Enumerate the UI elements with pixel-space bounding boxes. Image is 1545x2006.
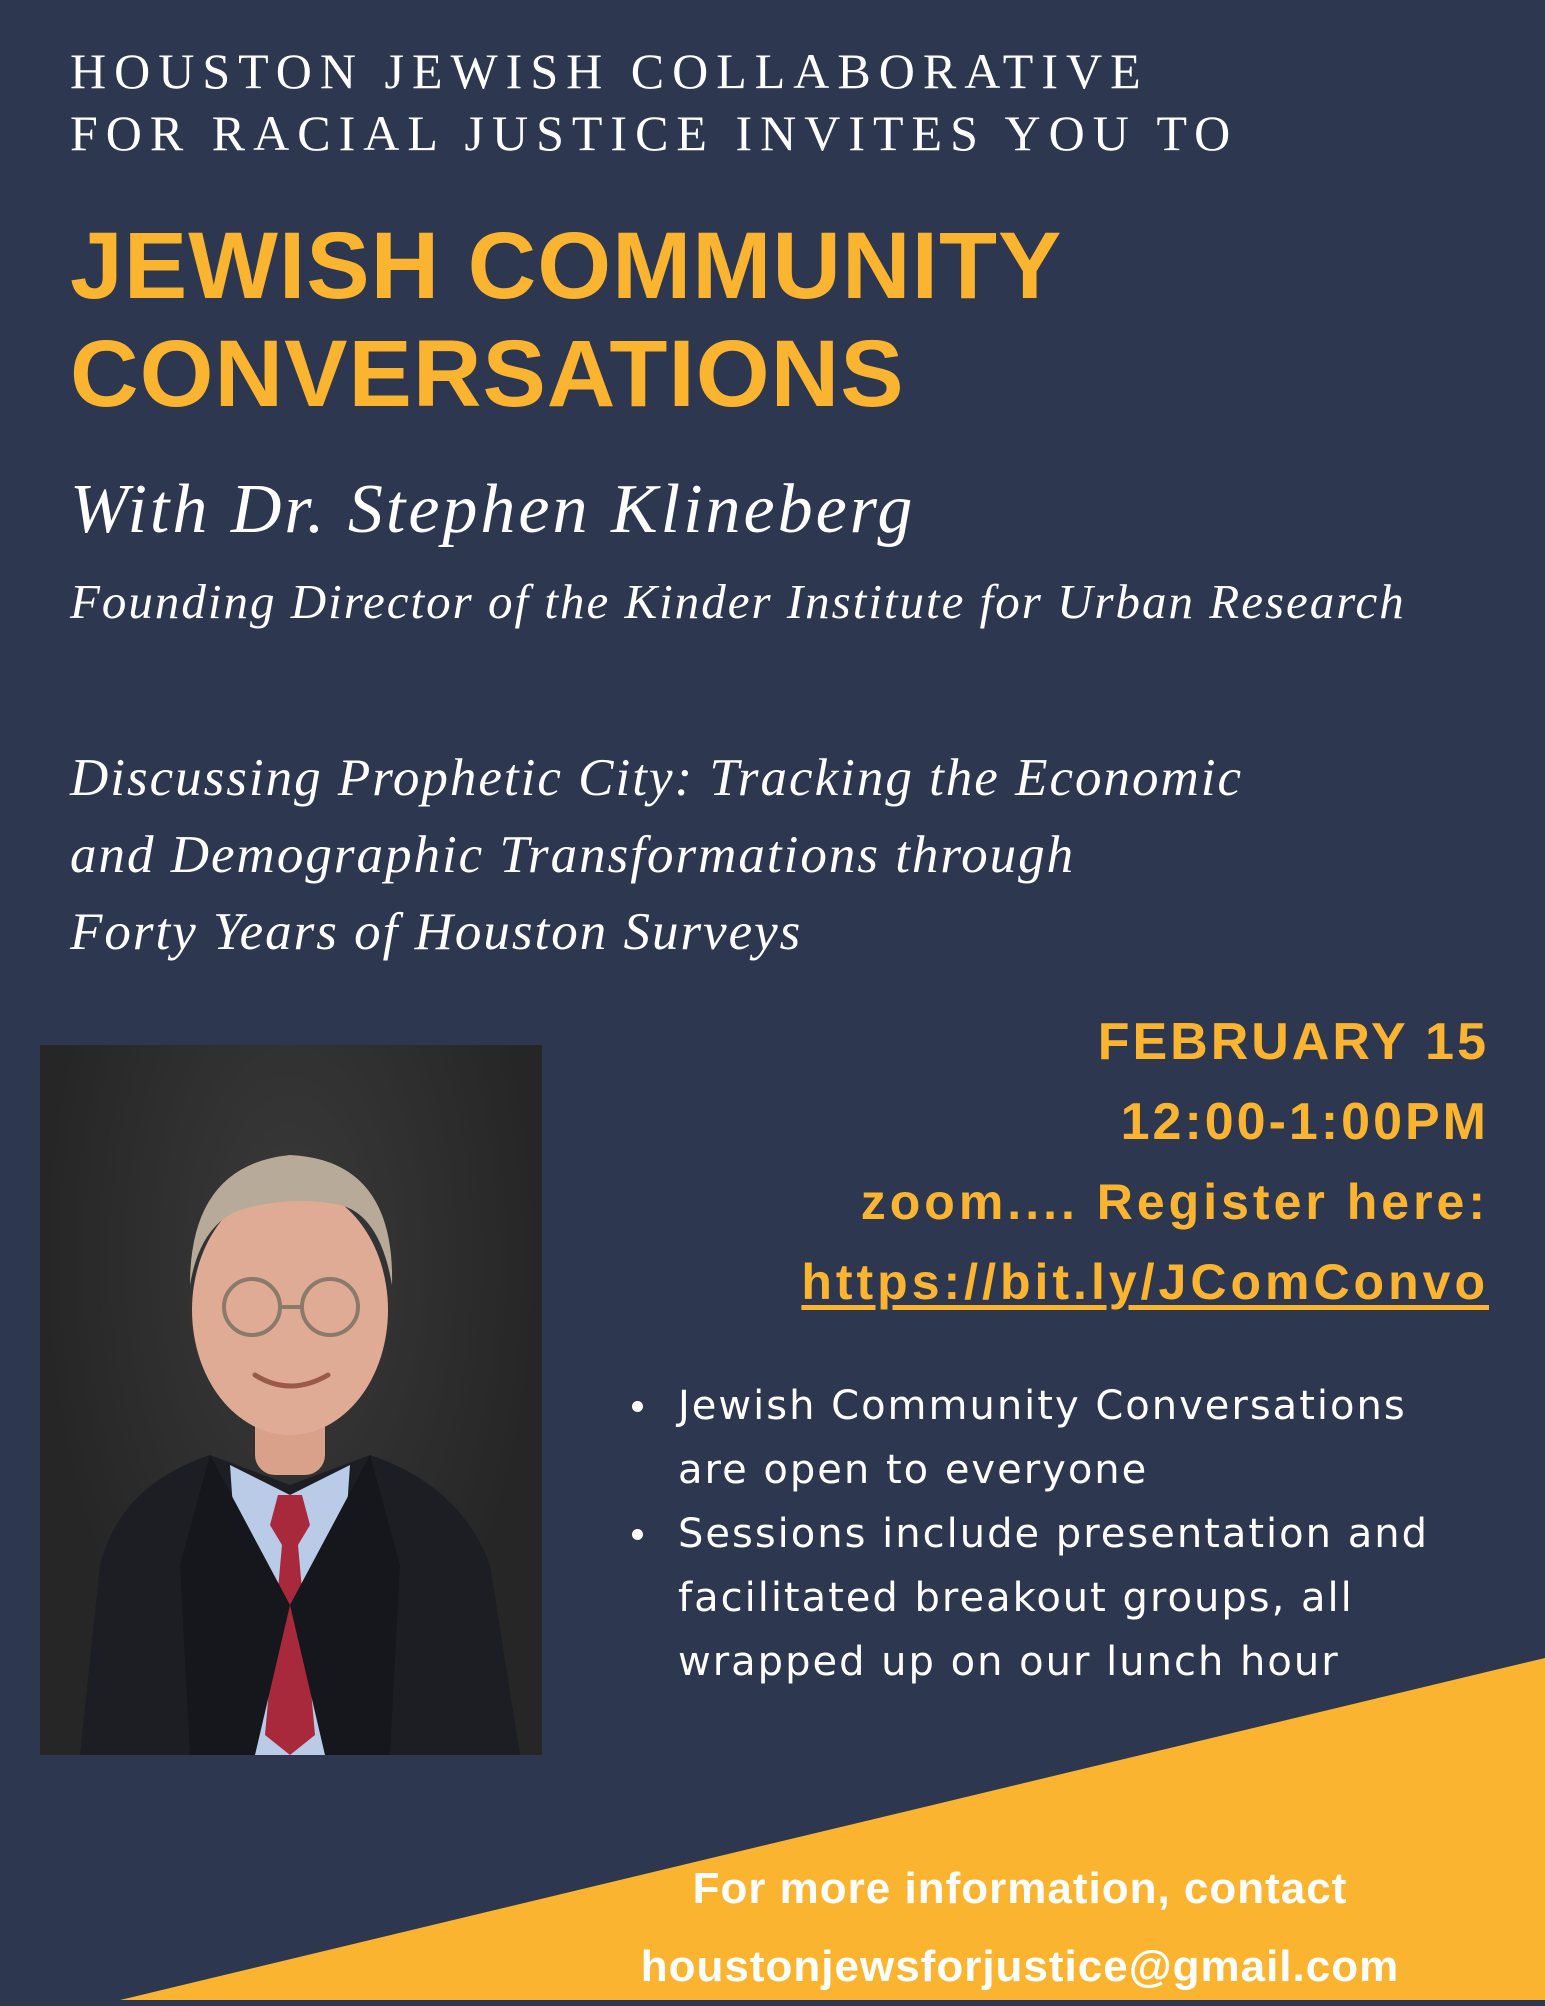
contact-info [570, 1850, 1470, 2006]
register-text: zoom.... Register here: [860, 1174, 1489, 1230]
contact-label: For more information, contact [692, 1864, 1348, 1913]
speaker-role: Founding Director of the Kinder Institute for Urban Research [70, 574, 1406, 629]
host-line-2: FOR RACIAL JUSTICE INVITES YOU TO [70, 105, 1239, 161]
host-line-1: HOUSTON JEWISH COLLABORATIVE [70, 43, 1149, 99]
host-organization [70, 40, 1510, 164]
list-item: Jewish Community Conversations are open to everyone [630, 1374, 1450, 1502]
list-item: Sessions include presentation and facilitated breakout groups, all wrapped up on our lunch hour [630, 1502, 1450, 1694]
title-line-2: CONVERSATIONS [70, 321, 905, 427]
event-time: 12:00-1:00PM [1120, 1093, 1489, 1151]
contact-email[interactable]: houstonjewsforjustice@gmail.com [640, 1942, 1400, 1991]
topic-line-2: and Demographic Transformations through [70, 826, 1076, 884]
title-line-1: JEWISH COMMUNITY [70, 213, 1063, 319]
portrait-illustration [40, 1045, 542, 1755]
event-date: FEBRUARY 15 [1097, 1013, 1489, 1071]
event-details [589, 1002, 1489, 1322]
event-title [70, 212, 1510, 428]
topic-line-3: Forty Years of Houston Surveys [70, 903, 803, 961]
talk-topic [70, 740, 1530, 971]
info-bullet-list [630, 1374, 1450, 1694]
speaker-portrait-photo [40, 1045, 542, 1755]
speaker-name: With Dr. Stephen Klineberg [70, 471, 916, 548]
topic-line-1: Discussing Prophetic City: Tracking the Economic [70, 749, 1244, 807]
register-link[interactable]: https://bit.ly/JComConvo [801, 1254, 1489, 1310]
